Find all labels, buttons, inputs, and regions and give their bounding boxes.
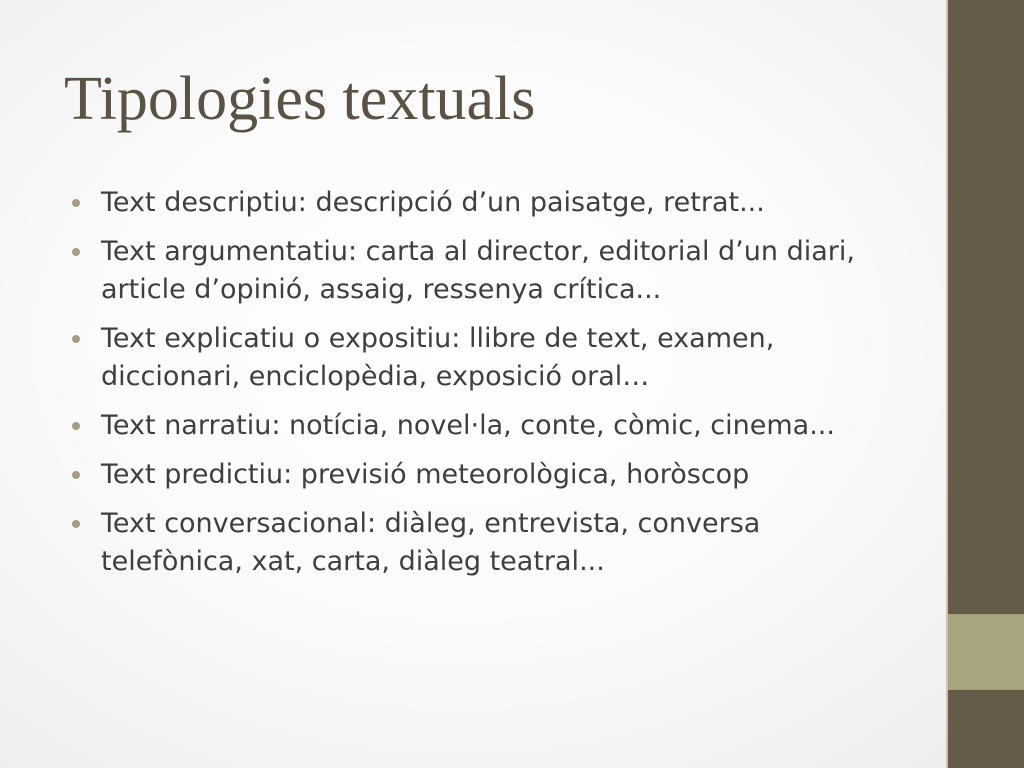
bullet-item	[72, 505, 892, 581]
bullet-text: Text argumentatiu: carta al director, editorial d’un diari, article d’opinió, assaig, ressenya crítica...	[101, 236, 855, 305]
bullet-dot-icon	[72, 335, 80, 343]
bullet-text: Text explicatiu o expositiu: llibre de text, examen, diccionari, enciclopèdia, exposició oral…	[101, 323, 775, 392]
bullet-dot-icon	[72, 520, 80, 528]
bullet-text: Text descriptiu: descripció d’un paisatge, retrat...	[101, 187, 765, 218]
bullet-dot-icon	[72, 422, 80, 430]
bullet-item	[72, 233, 892, 309]
bullet-dot-icon	[72, 471, 80, 479]
decorative-sidebar-accent	[948, 614, 1024, 690]
bullet-item	[72, 407, 892, 445]
bullet-item	[72, 320, 892, 396]
bullet-item	[72, 456, 892, 494]
bullet-text: Text narratiu: notícia, novel·la, conte, còmic, cinema...	[101, 410, 835, 441]
bullet-item	[72, 184, 892, 222]
bullet-text: Text predictiu: previsió meteorològica, horòscop	[101, 459, 750, 490]
bullet-dot-icon	[72, 248, 80, 256]
bullet-list	[72, 184, 892, 592]
bullet-dot-icon	[72, 199, 80, 207]
slide-title: Tipologies textuals	[64, 65, 536, 133]
bullet-text: Text conversacional: diàleg, entrevista, conversa telefònica, xat, carta, diàleg teatral...	[101, 508, 761, 577]
